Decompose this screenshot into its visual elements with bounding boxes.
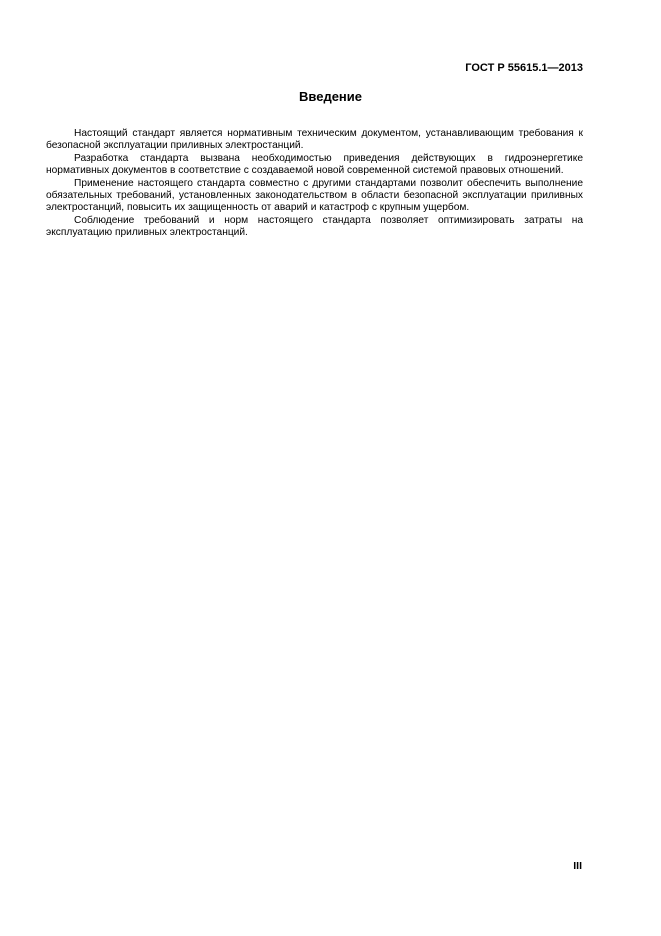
paragraph: Применение настоящего стандарта совместно с другими стандартами позволит обеспечить выполнение обязательных требований, установленных законодательством в области безопасной эксплуатации приливных электростанций, повысить их защищенность от аварий и катастроф с крупным ущербом.: [46, 177, 583, 214]
document-code: ГОСТ Р 55615.1—2013: [465, 62, 583, 74]
paragraph: Настоящий стандарт является нормативным техническим документом, устанавливающим требования к безопасной эксплуатации приливных электростанций.: [46, 128, 583, 152]
paragraph: Соблюдение требований и норм настоящего стандарта позволяет оптимизировать затраты на эксплуатацию приливных электростанций.: [46, 214, 583, 239]
introduction-body: [46, 128, 583, 240]
paragraph: Разработка стандарта вызвана необходимостью приведения действующих в гидроэнергетике нормативных документов в соответствие с создаваемой новой современной системой правовых отношений.: [46, 152, 583, 177]
page-number: III: [573, 860, 582, 872]
section-title: Введение: [299, 89, 362, 104]
